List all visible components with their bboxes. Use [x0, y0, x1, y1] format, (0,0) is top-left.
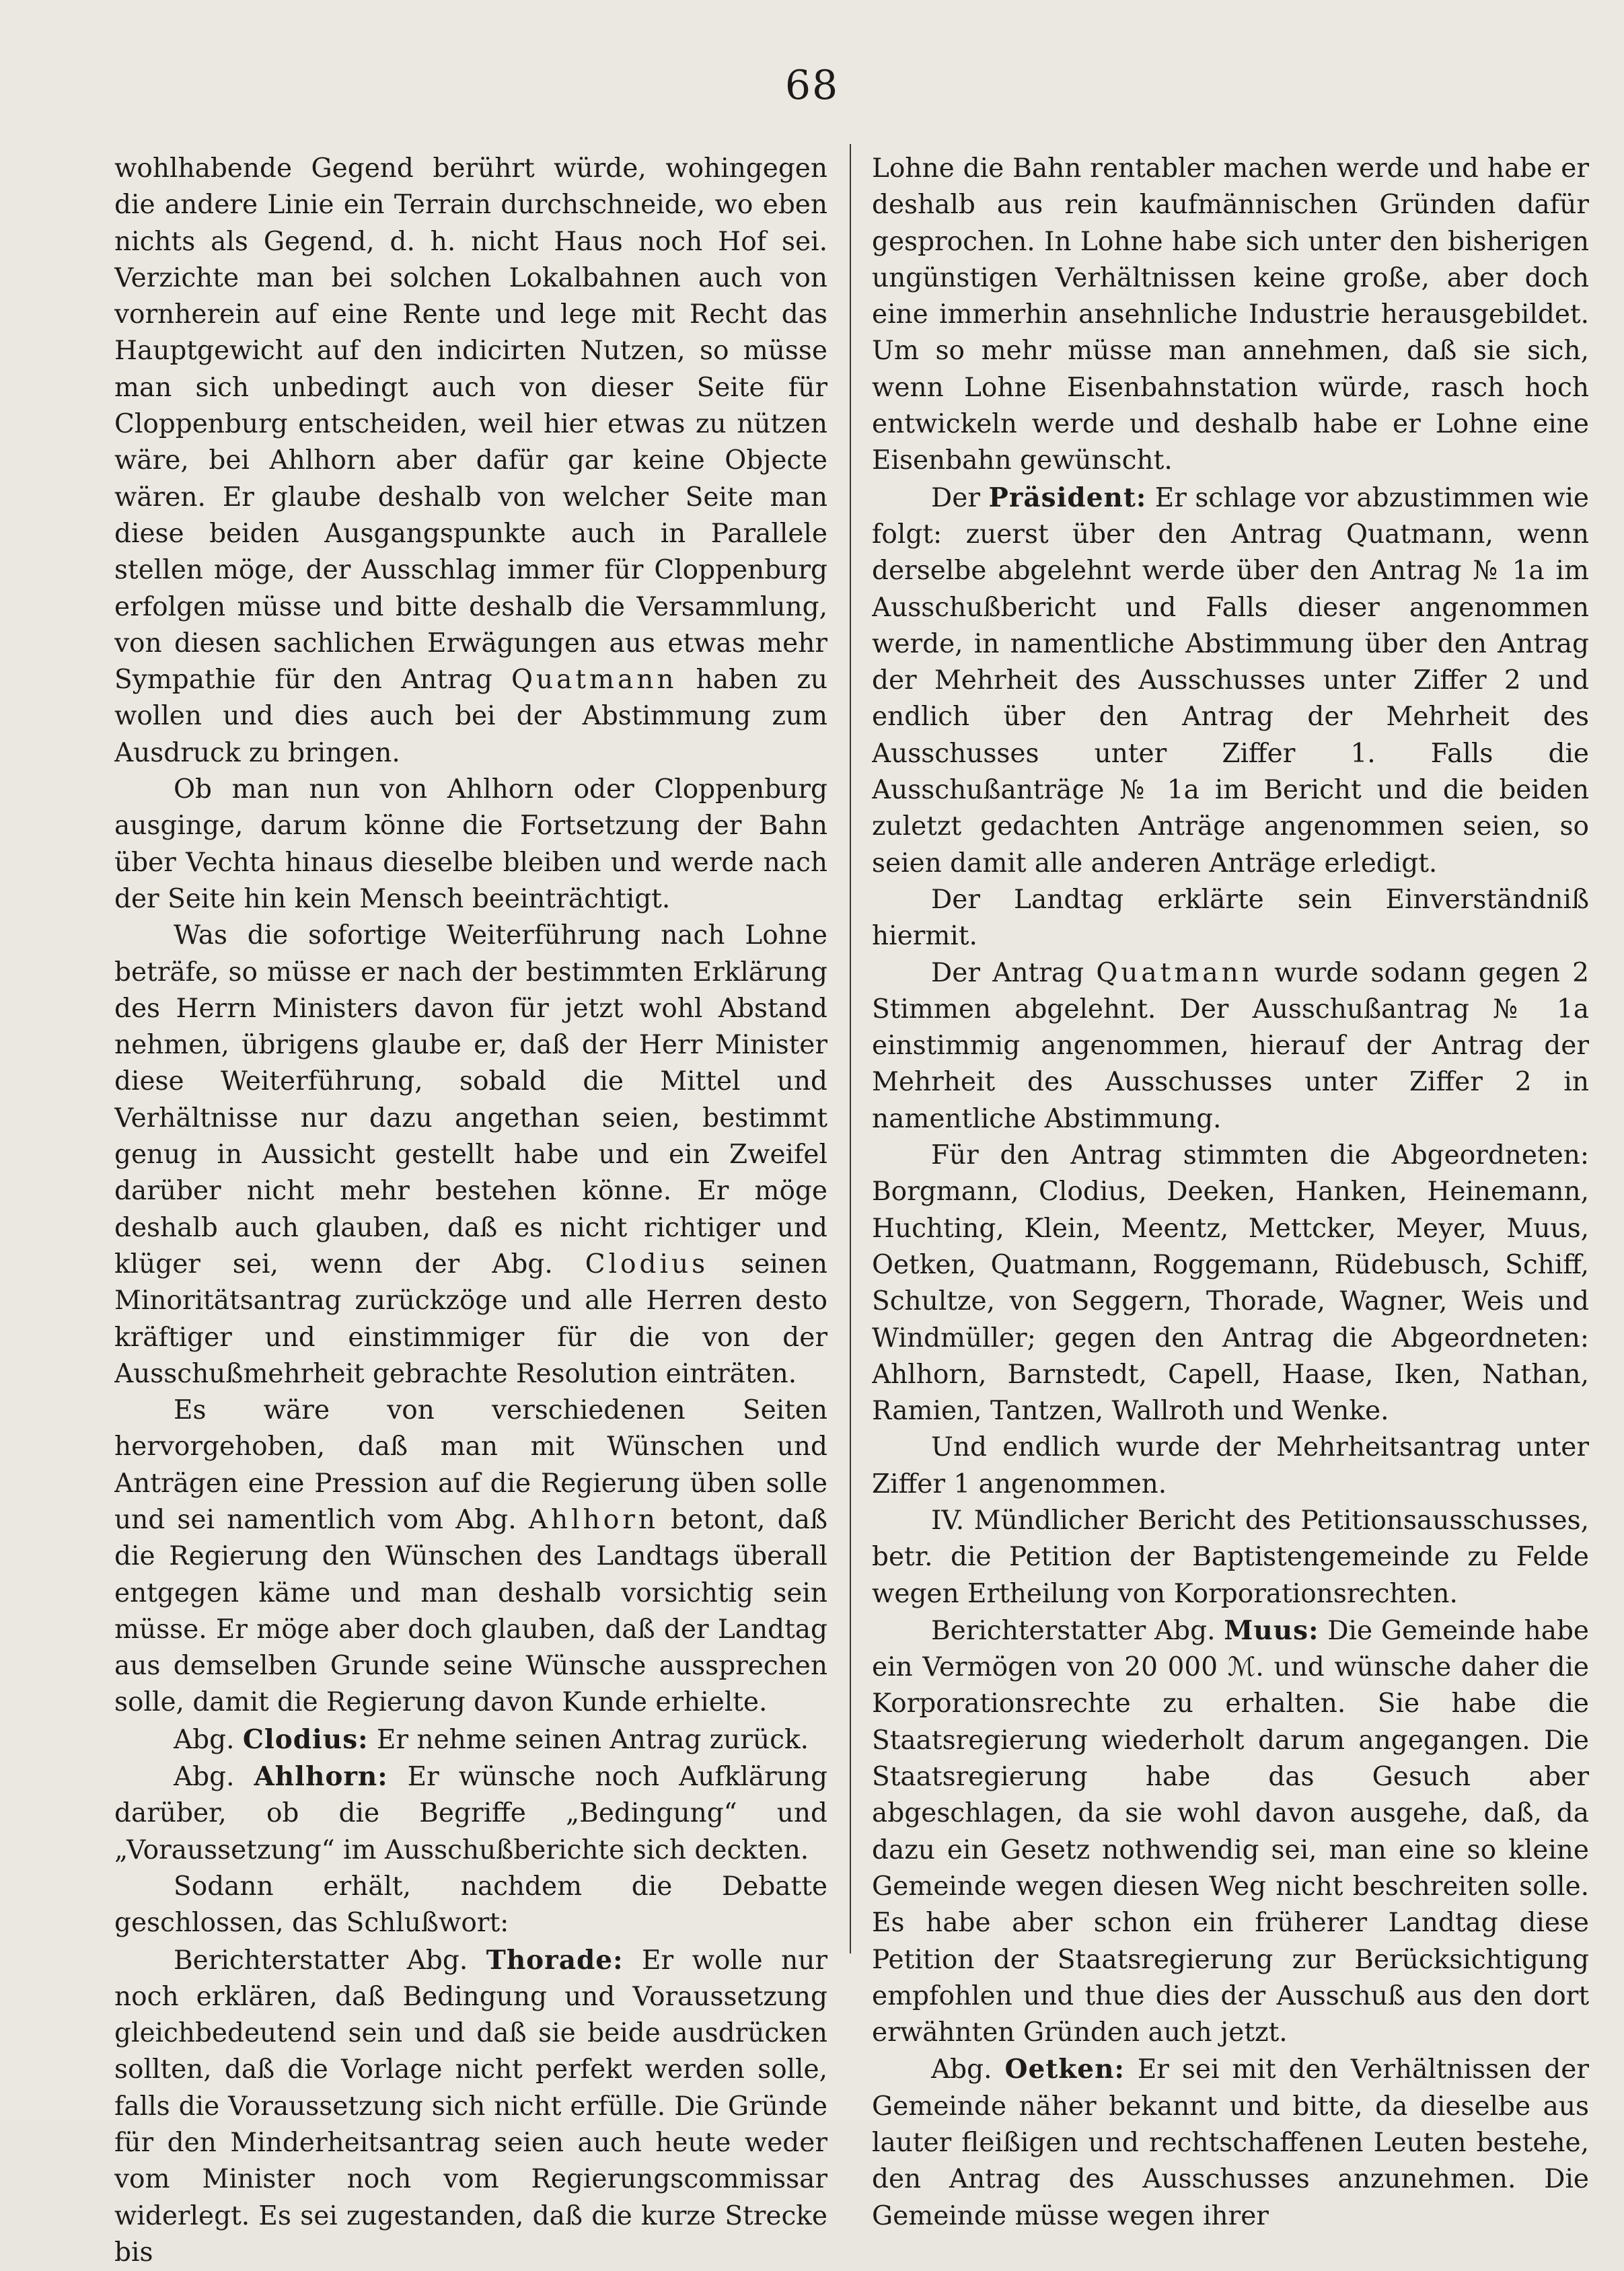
- speaker-name: Präsident:: [988, 482, 1147, 513]
- text-run: Er sei mit den Verhältnissen der Gemeinde näher bekannt und bitte, da dieselbe aus lauter fleißigen und rechtschaffenen Leuten bestehe, den Antrag des Ausschusses anzunehmen. Die Gemeinde müsse wegen ihrer: [872, 2054, 1589, 2231]
- text-run: haben zu wollen und dies auch bei der Abstimmung zum Ausdruck zu bringen.: [114, 665, 827, 768]
- paragraph: [114, 772, 827, 918]
- paragraph: [114, 1392, 827, 1721]
- text-run: Berichterstatter Abg.: [174, 1945, 486, 1976]
- text-run: Er wünsche noch Aufklärung darüber, ob die Begriffe „Bedingung“ und „Voraussetzung“ im Ausschußberichte sich deckten.: [114, 1762, 827, 1865]
- right-column: [872, 151, 1589, 2235]
- text-run: Abg.: [174, 1724, 243, 1755]
- paragraph: [872, 2051, 1589, 2234]
- text-run: Der Landtag erklärte sein Einverständniß hiermit.: [872, 884, 1589, 952]
- text-run: Der Antrag: [931, 957, 1097, 988]
- spaced-name: Quatmann: [1096, 957, 1262, 988]
- text-run: Lohne die Bahn rentabler machen werde und habe er deshalb aus rein kaufmännischen Gründen dafür gesprochen. In Lohne habe sich unter den bisherigen ungünstigen Verhältnissen keine große, aber doch eine immerhin ansehnliche Industrie herausgebildet. Um so mehr müsse man annehmen, daß sie sich, wenn Lohne Eisenbahnstation würde, rasch hoch entwickeln werde und deshalb habe er Lohne eine Eisenbahn gewünscht.: [872, 153, 1589, 476]
- text-run: Ob man nun von Ahlhorn oder Cloppenburg ausginge, darum könne die Fortsetzung der Bahn über Vechta hinaus dieselbe bleiben und werde nach der Seite hin kein Mensch beeinträchtigt.: [114, 774, 827, 914]
- paragraph: [872, 1612, 1589, 2052]
- text-run: Berichterstatter Abg.: [931, 1615, 1224, 1646]
- text-run: Der: [931, 482, 989, 513]
- speaker-name: Thorade:: [486, 1944, 624, 1976]
- text-run: IV. Mündlicher Bericht des Petitionsausschusses, betr. die Petition der Baptistengemeinde zu Felde wegen Ertheilung von Korporationsrechten.: [872, 1505, 1589, 1609]
- page-number: 68: [784, 62, 840, 109]
- paragraph: [114, 1942, 827, 2271]
- paragraph: [872, 1138, 1589, 1429]
- paragraph: [872, 151, 1589, 480]
- spaced-name: Clodius: [585, 1249, 709, 1279]
- paragraph: [114, 1869, 827, 1942]
- text-run: Er wolle nur noch erklären, daß Bedingung und Voraussetzung gleichbedeutend sein und daß sie beide ausdrücken sollten, daß die Vorlage nicht perfekt werden solle, falls die Voraussetzung sich nicht erfülle. Die Gründe für den Minderheitsantrag seien auch heute weder vom Minister noch vom Regierungscommissar widerlegt. Es sei zugestanden, daß die kurze Strecke bis: [114, 1945, 827, 2268]
- text-run: Er nehme seinen Antrag zurück.: [368, 1724, 809, 1755]
- text-run: Abg.: [931, 2054, 1005, 2085]
- text-run: wohlhabende Gegend berührt würde, wohingegen die andere Linie ein Terrain durchschneide, wo eben nichts als Gegend, d. h. nicht Haus noch Hof sei. Verzichte man bei solchen Lokalbahnen auch von vornherein auf eine Rente und lege mit Recht das Hauptgewicht auf den indicirten Nutzen, so müsse man sich unbedingt auch von dieser Seite für Cloppenburg entscheiden, weil hier etwas zu nützen wäre, bei Ahlhorn aber dafür gar keine Objecte wären. Er glaube deshalb von welcher Seite man diese beiden Ausgangspunkte auch in Parallele stellen möge, der Ausschlag immer für Cloppenburg erfolgen müsse und bitte deshalb die Versammlung, von diesen sachlichen Erwägungen aus etwas mehr Sympathie für den Antrag: [114, 153, 827, 696]
- text-run: betont, daß die Regierung den Wünschen des Landtags überall entgegen käme und man deshalb vorsichtig sein müsse. Er möge aber doch glauben, daß der Landtag aus demselben Grunde seine Wünsche aussprechen solle, damit die Regierung davon Kunde erhielte.: [114, 1504, 827, 1718]
- left-column: [114, 151, 827, 2271]
- text-run: Er schlage vor abzustimmen wie folgt: zuerst über den Antrag Quatmann, wenn derselbe abgelehnt werde über den Antrag № 1a im Ausschußbericht und Falls dieser angenommen werde, in namentliche Abstimmung über den Antrag der Mehrheit des Ausschusses unter Ziffer 2 und endlich über den Antrag der Mehrheit des Ausschusses unter Ziffer 1. Falls die Ausschußanträge № 1a im Bericht und die beiden zuletzt gedachten Anträge angenommen seien, so seien damit alle anderen Anträge erledigt.: [872, 482, 1589, 879]
- spaced-name: Ahlhorn: [528, 1504, 659, 1535]
- paragraph: [872, 1429, 1589, 1503]
- text-run: Abg.: [174, 1762, 254, 1793]
- text-run: seinen Minoritätsantrag zurückzöge und alle Herren desto kräftiger und einstimmiger für die von der Ausschußmehrheit gebrachte Resolution einträten.: [114, 1249, 827, 1389]
- paragraph: [114, 1721, 827, 1758]
- speaker-name: Ahlhorn:: [254, 1761, 388, 1793]
- text-run: Die Gemeinde habe ein Vermögen von 20 000 ℳ. und wünsche daher die Korporationsrechte zu erhalten. Sie habe die Staatsregierung wiederholt darum angegangen. Die Staatsregierung habe das Gesuch aber abgeschlagen, da sie wohl davon ausgehe, daß, da dazu ein Gesetz nothwendig sei, man eine so kleine Gemeinde wegen diesen Weg nicht beschreiten solle. Es habe aber schon ein früherer Landtag diese Petition der Staatsregierung zur Berücksichtigung empfohlen und thue dies der Ausschuß aus den dort erwähnten Gründen auch jetzt.: [872, 1615, 1589, 2048]
- column-divider: [850, 144, 851, 1953]
- text-run: Und endlich wurde der Mehrheitsantrag unter Ziffer 1 angenommen.: [872, 1432, 1589, 1499]
- text-run: wurde sodann gegen 2 Stimmen abgelehnt. Der Ausschußantrag № 1a einstimmig angenommen, hierauf der Antrag der Mehrheit des Ausschusses unter Ziffer 2 in namentliche Abstimmung.: [872, 957, 1589, 1134]
- text-run: Was die sofortige Weiterführung nach Lohne beträfe, so müsse er nach der bestimmten Erklärung des Herrn Ministers davon für jetzt wohl Abstand nehmen, übrigens glaube er, daß der Herr Minister diese Weiterführung, sobald die Mittel und Verhältnisse nur dazu angethan seien, bestimmt genug in Aussicht gestellt habe und ein Zweifel darüber nicht mehr bestehen könne. Er möge deshalb auch glauben, daß es nicht richtiger und klüger sei, wenn der Abg.: [114, 920, 827, 1279]
- text-run: Für den Antrag stimmten die Abgeordneten: Borgmann, Clodius, Deeken, Hanken, Heinemann, Huchting, Klein, Meentz, Mettcker, Meyer, Muus, Oetken, Quatmann, Roggemann, Rüdebusch, Schiff, Schultze, von Seggern, Thorade, Wagner, Weis und Windmüller; gegen den Antrag die Abgeordneten: Ahlhorn, Barnstedt, Capell, Haase, Iken, Nathan, Ramien, Tantzen, Wallroth und Wenke.: [872, 1140, 1589, 1427]
- paragraph: [872, 480, 1589, 882]
- paragraph: [872, 955, 1589, 1138]
- text-run: Es wäre von verschiedenen Seiten hervorgehoben, daß man mit Wünschen und Anträgen eine Pression auf die Regierung üben solle und sei namentlich vom Abg.: [114, 1395, 827, 1535]
- text-run: Sodann erhält, nachdem die Debatte geschlossen, das Schlußwort:: [114, 1871, 827, 1939]
- speaker-name: Clodius:: [242, 1723, 369, 1755]
- spaced-name: Quatmann: [511, 665, 677, 696]
- paragraph: [114, 151, 827, 772]
- speaker-name: Oetken:: [1004, 2054, 1125, 2085]
- speaker-name: Muus:: [1224, 1614, 1319, 1646]
- paragraph: [114, 918, 827, 1392]
- paragraph: [114, 1758, 827, 1869]
- paragraph: [872, 882, 1589, 955]
- paragraph: [872, 1503, 1589, 1612]
